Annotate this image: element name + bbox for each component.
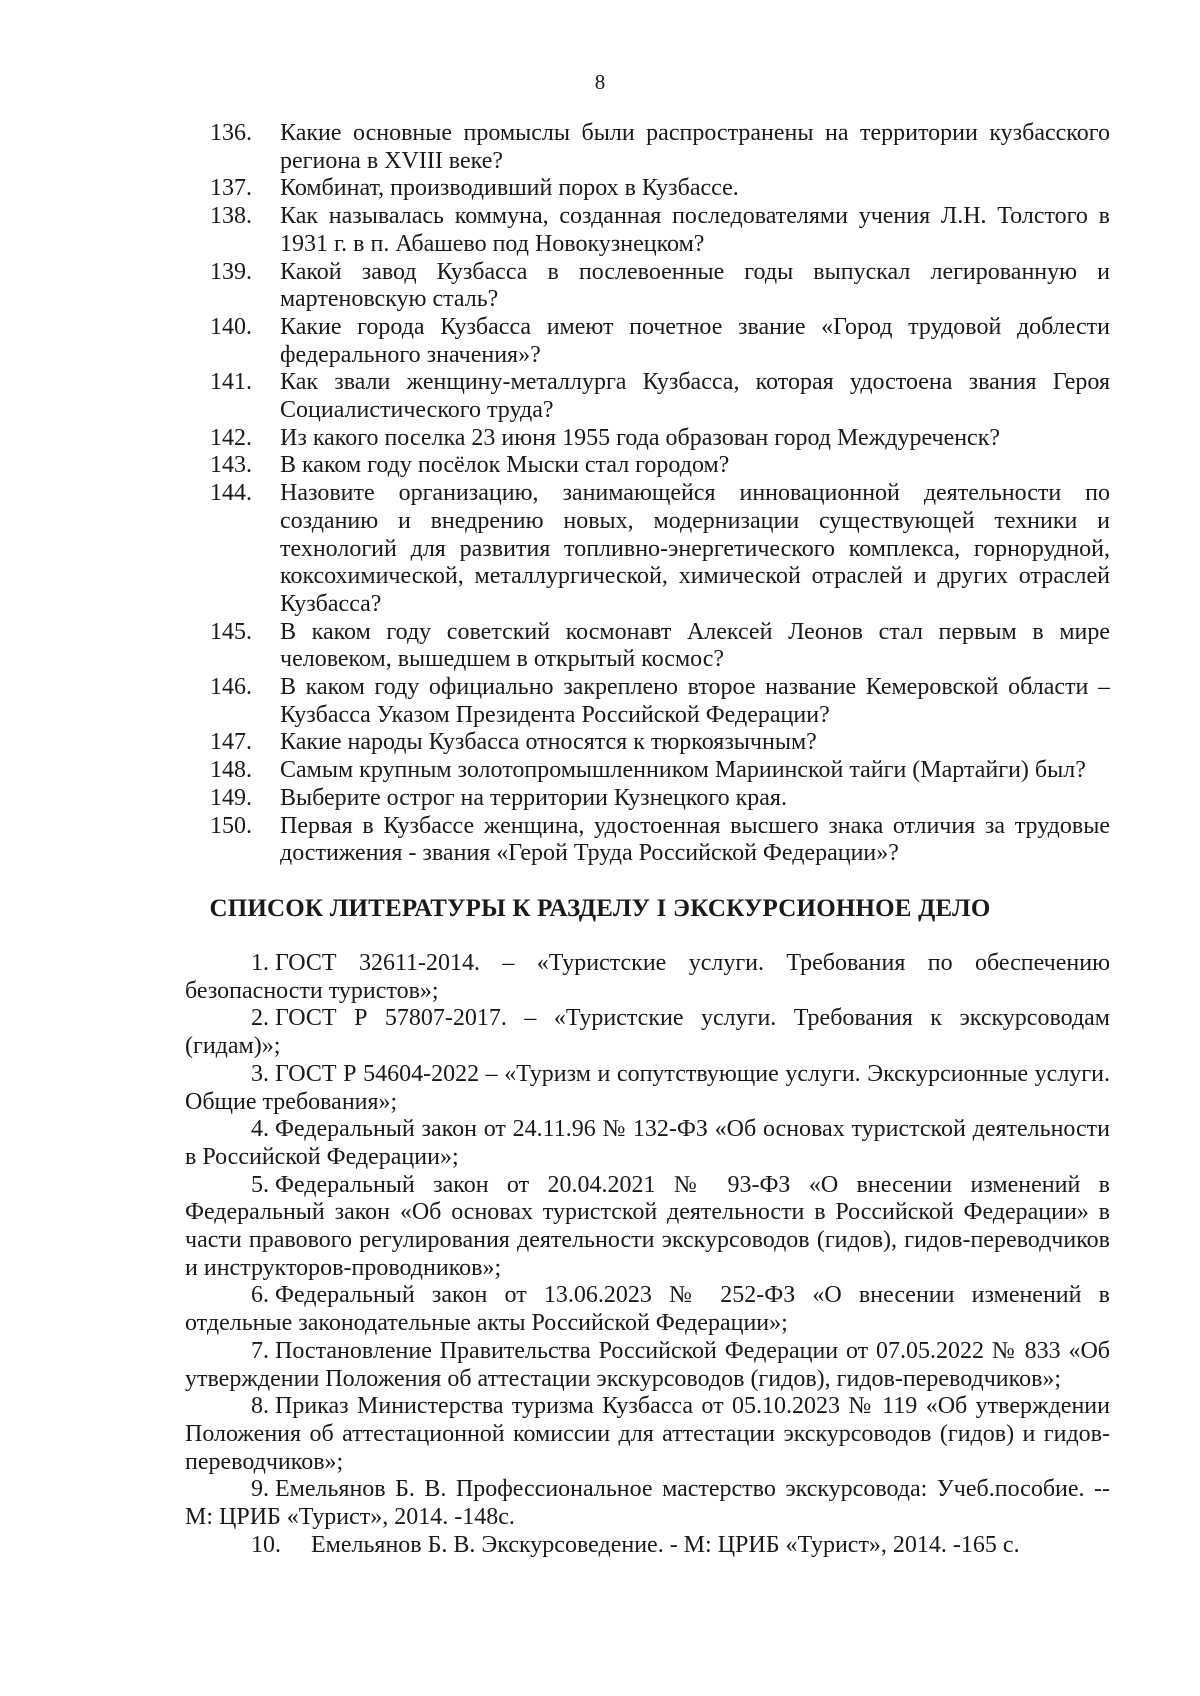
list-item [210,175,1110,203]
question-text: Какой завод Кузбасса в послевоенные годы выпускал легированную и мартеновскую сталь? [280,258,1110,313]
question-number: 147. [210,729,252,756]
literature-number: 9. [251,1476,269,1503]
list-item [210,425,1110,453]
literature-number: 7. [251,1337,269,1364]
question-text: Какие основные промыслы были распространены на территории кузбасского региона в XVIII веке? [280,120,1110,174]
literature-number: 3. [251,1060,269,1087]
question-text: Как называлась коммуна, созданная последователями учения Л.Н. Толстого в 1931 г. в п. Абашево под Новокузнецком? [280,203,1110,257]
question-text: Выберите острог на территории Кузнецкого края. [280,784,787,811]
question-number: 144. [210,480,252,507]
list-item [210,785,1110,813]
list-item [210,452,1110,480]
question-text: Самым крупным золотопромышленником Мариинской тайги (Мартайги) был? [280,757,1086,784]
literature-text: Федеральный закон от 24.11.96 № 132-ФЗ «Об основах туристской деятельности в Российской Федерации»; [185,1116,1110,1170]
list-item [185,1282,1110,1337]
list-item [210,120,1110,175]
list-item [210,480,1110,619]
list-item [210,674,1110,729]
page-number: 8 [594,70,606,94]
question-text: Из какого поселка 23 июня 1955 года образован город Междуреченск? [280,424,1001,451]
literature-text: Федеральный закон от 13.06.2023 № 252-ФЗ «О внесении изменений в отдельные законодательные акты Российской Федерации»; [185,1282,1110,1337]
question-number: 146. [210,674,252,701]
literature-number: 10. [251,1531,281,1558]
question-text: Как звали женщину-металлурга Кузбасса, которая удостоена звания Героя Социалистического труда? [280,369,1110,424]
literature-number: 8. [251,1393,269,1420]
literature-number: 6. [251,1282,269,1309]
question-text: В каком году посёлок Мыски стал городом? [280,452,730,479]
list-item [210,203,1110,258]
literature-number: 4. [251,1116,269,1143]
literature-text: Емельянов Б. В. Экскурсоведение. - М: ЦРИБ «Турист», 2014. -165 с. [311,1531,1020,1558]
list-item [185,1338,1110,1393]
list-item [185,950,1110,1005]
list-item [210,729,1110,757]
list-item [210,757,1110,785]
question-text: Первая в Кузбассе женщина, удостоенная высшего знака отличия за трудовые достижения - звания «Герой Труда Российской Федерации»? [280,812,1110,867]
question-number: 137. [210,175,252,202]
question-number: 148. [210,757,252,784]
list-item [185,1061,1110,1116]
question-number: 145. [210,618,252,645]
question-text: В каком году официально закреплено второе название Кемеровской области – Кузбасса Указом Президента Российской Федерации? [280,674,1110,728]
list-item [210,813,1110,868]
question-list [210,120,1110,868]
list-item [185,1393,1110,1476]
question-text: Какие города Кузбасса имеют почетное звание «Город трудовой доблести федерального значения»? [280,313,1110,368]
list-item [210,369,1110,424]
question-number: 138. [210,203,252,230]
question-text: В каком году советский космонавт Алексей Леонов стал первым в мире человеком, вышедшем в открытый космос? [280,618,1110,673]
question-text: Какие народы Кузбасса относятся к тюркоязычным? [280,729,817,756]
question-text: Назовите организацию, занимающейся инновационной деятельности по созданию и внедрению новых, модернизации существующей техники и технологий для развития топливно-энергетического комплекса, горнорудной, коксохимической, металлургической, химической отраслей и других отраслей Кузбасса? [280,480,1110,617]
list-item [210,314,1110,369]
list-item [185,1116,1110,1171]
question-number: 143. [210,452,252,479]
literature-text: ГОСТ Р 54604-2022 – «Туризм и сопутствующие услуги. Экскурсионные услуги. Общие требования»; [185,1060,1110,1115]
literature-heading: СПИСОК ЛИТЕРАТУРЫ К РАЗДЕЛУ I ЭКСКУРСИОННОЕ ДЕЛО [209,895,991,922]
question-number: 136. [210,120,252,146]
list-item [210,619,1110,674]
literature-text: Приказ Министерства туризма Кузбасса от 05.10.2023 № 119 «Об утверждении Положения об аттестационной комиссии для аттестации экскурсоводов (гидов) и гидов-переводчиков»; [185,1393,1110,1475]
question-number: 149. [210,784,252,811]
literature-number: 2. [251,1005,269,1032]
literature-text: Емельянов Б. В. Профессиональное мастерство экскурсовода: Учеб.пособие. -- М: ЦРИБ «Турист», 2014. -148с. [185,1476,1110,1531]
list-item [185,1172,1110,1283]
list-item [185,1476,1110,1531]
literature-text: ГОСТ Р 57807-2017. – «Туристские услуги. Требования к экскурсоводам (гидам)»; [185,1005,1110,1060]
literature-text: ГОСТ 32611-2014. – «Туристские услуги. Требования по обеспечению безопасности туристов»; [185,950,1110,1004]
literature-number: 5. [251,1171,269,1198]
question-number: 139. [210,258,252,285]
literature-list [185,950,1110,1559]
question-number: 141. [210,369,252,396]
list-item [210,259,1110,314]
question-number: 142. [210,424,252,451]
literature-text: Постановление Правительства Российской Федерации от 07.05.2022 № 833 «Об утверждении Положения об аттестации экскурсоводов (гидов), гидов-переводчиков»; [185,1337,1110,1392]
question-number: 140. [210,313,252,340]
list-item [185,1005,1110,1060]
literature-number: 1. [251,950,269,976]
literature-text: Федеральный закон от 20.04.2021 № 93-ФЗ «О внесении изменений в Федеральный закон «Об основах туристской деятельности в Российской Федерации» в части правового регулирования деятельности экскурсоводов (гидов), гидов-переводчиков и инструкторов-проводников»; [185,1171,1110,1281]
question-text: Комбинат, производивший порох в Кузбассе. [280,175,739,202]
question-number: 150. [210,812,252,839]
list-item [185,1532,1110,1560]
